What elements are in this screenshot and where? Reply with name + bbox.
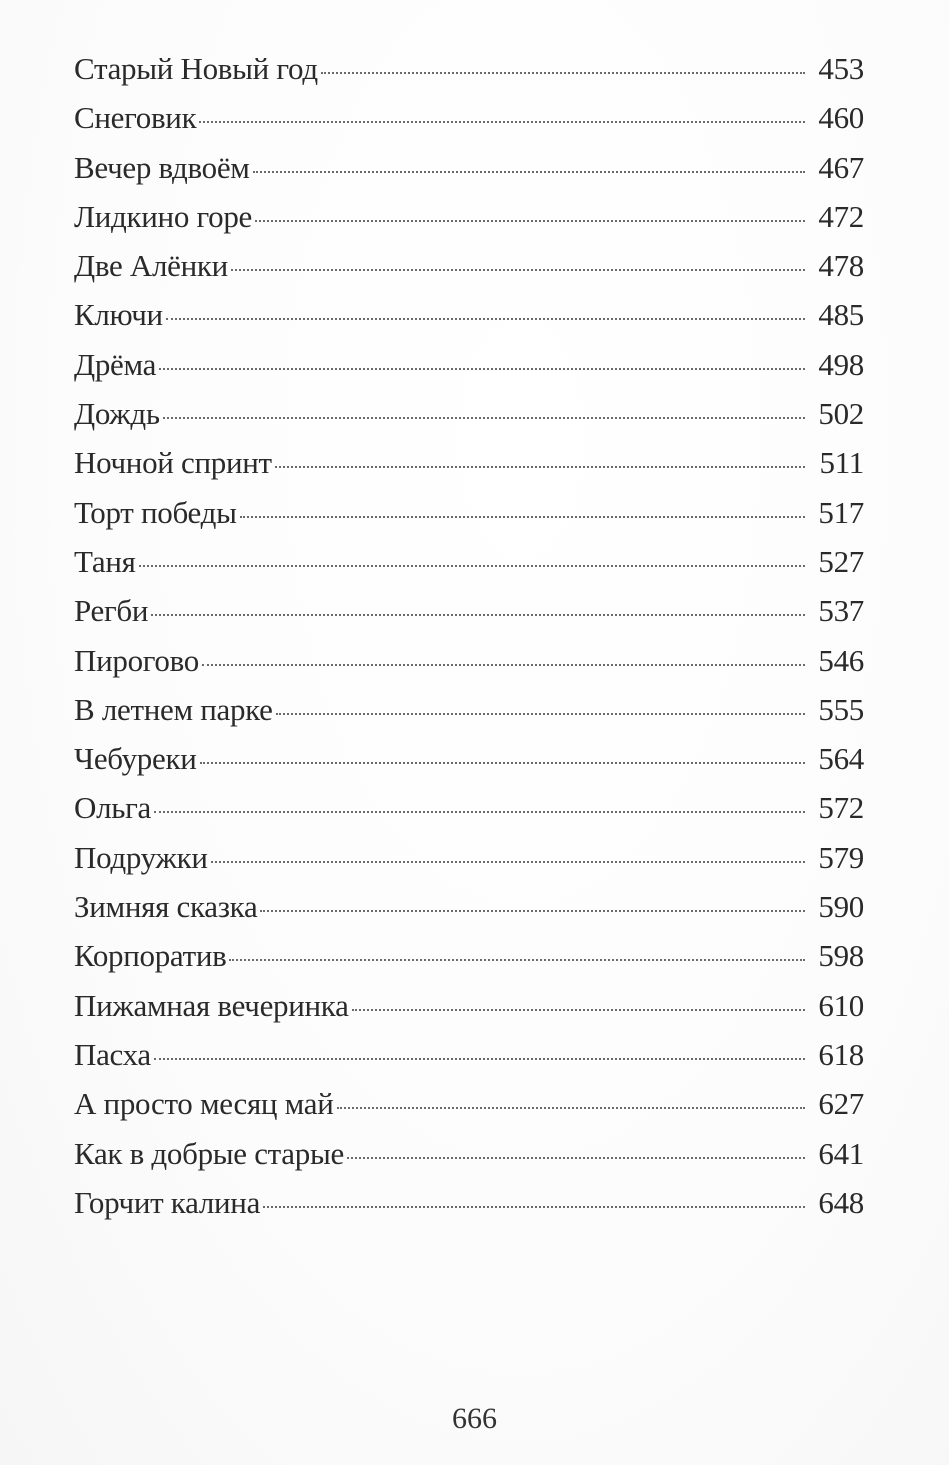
toc-entry [74,1086,864,1135]
dot-leader [263,1206,805,1208]
toc-entry-page: 511 [819,445,864,481]
dot-leader [229,959,805,961]
table-of-contents [74,51,864,1234]
dot-leader [154,1058,805,1060]
dot-leader [253,171,805,173]
toc-entry [74,51,864,100]
toc-entry [74,692,864,741]
dot-leader [199,121,805,123]
toc-entry [74,1136,864,1185]
dot-leader [139,565,805,567]
toc-entry [74,741,864,790]
toc-entry-title: Ключи [74,297,163,333]
toc-entry-title: Пирогово [74,642,199,678]
toc-entry-page: 618 [818,1036,864,1072]
toc-entry-title: Регби [74,593,149,629]
toc-entry [74,790,864,839]
toc-entry-page: 627 [818,1086,864,1122]
toc-entry [74,593,864,642]
toc-entry-title: Таня [74,543,136,579]
toc-entry [74,840,864,889]
toc-entry-page: 648 [818,1184,864,1220]
toc-entry [74,347,864,396]
toc-entry-title: Пасха [74,1036,151,1072]
toc-entry-page: 546 [818,642,864,678]
dot-leader [163,417,805,419]
dot-leader [200,762,805,764]
toc-entry-page: 610 [818,987,864,1023]
toc-entry-page: 460 [818,100,864,136]
toc-entry [74,100,864,149]
dot-leader [276,713,805,715]
toc-entry-page: 564 [818,741,864,777]
dot-leader [321,72,805,74]
dot-leader [275,466,805,468]
toc-entry-page: 498 [818,346,864,382]
toc-entry [74,495,864,544]
toc-entry-title: В летнем парке [74,691,273,727]
toc-entry-page: 502 [818,396,864,432]
page-number: 666 [452,1402,497,1435]
toc-entry-page: 472 [818,198,864,234]
dot-leader [347,1157,805,1159]
toc-entry [74,445,864,494]
toc-entry-page: 453 [818,51,864,86]
toc-entry-title: Ночной спринт [74,445,272,481]
toc-entry [74,248,864,297]
toc-entry-title: Подружки [74,839,208,875]
toc-entry-title: Лидкино горе [74,198,252,234]
toc-entry-title: Дрёма [74,346,157,382]
dot-leader [352,1009,805,1011]
toc-entry-title: Пижамная вечеринка [74,987,349,1023]
dot-leader [151,614,805,616]
toc-entry [74,988,864,1037]
toc-entry-title: Торт победы [74,494,237,530]
dot-leader [255,220,805,222]
dot-leader [260,910,805,912]
toc-entry-page: 579 [818,839,864,875]
toc-entry [74,643,864,692]
toc-entry-page: 590 [818,889,864,925]
dot-leader [202,664,805,666]
toc-entry-title: Старый Новый год [74,51,318,86]
toc-entry-title: Чебуреки [74,741,197,777]
toc-entry [74,199,864,248]
toc-entry-title: Как в добрые старые [74,1135,344,1171]
toc-entry-page: 572 [818,790,864,826]
dot-leader [337,1107,805,1109]
toc-entry-page: 467 [818,149,864,185]
toc-entry [74,396,864,445]
dot-leader [211,861,805,863]
toc-entry [74,889,864,938]
toc-entry-page: 485 [818,297,864,333]
toc-entry-page: 555 [818,691,864,727]
toc-entry [74,1037,864,1086]
toc-entry [74,297,864,346]
toc-entry-page: 537 [818,593,864,629]
dot-leader [240,516,805,518]
toc-entry-title: Вечер вдвоём [74,149,250,185]
toc-entry-title: Две Алёнки [74,248,228,284]
dot-leader [154,811,805,813]
dot-leader [231,269,805,271]
toc-entry-title: Снеговик [74,100,197,136]
dot-leader [166,318,805,320]
toc-entry-page: 478 [818,248,864,284]
toc-entry-title: Дождь [74,396,160,432]
toc-entry-page: 641 [818,1135,864,1171]
toc-entry-page: 598 [818,938,864,974]
toc-entry-title: Горчит калина [74,1184,261,1220]
toc-entry-title: Корпоратив [74,938,227,974]
toc-entry-title: Ольга [74,790,151,826]
toc-entry [74,1185,864,1234]
toc-entry-title: Зимняя сказка [74,889,258,925]
toc-entry [74,938,864,987]
toc-entry [74,544,864,593]
toc-entry-page: 527 [818,543,864,579]
toc-entry [74,150,864,199]
dot-leader [159,368,805,370]
toc-entry-title: А просто месяц май [74,1086,334,1122]
toc-entry-page: 517 [818,494,864,530]
